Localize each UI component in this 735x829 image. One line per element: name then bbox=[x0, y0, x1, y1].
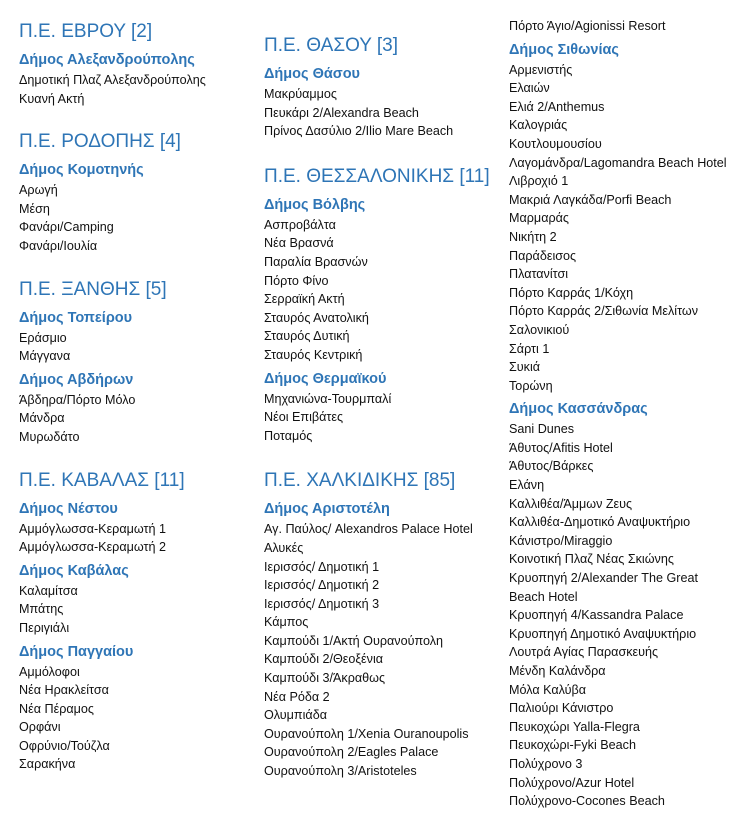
beach-list-item: Φανάρι/Camping bbox=[19, 220, 114, 235]
beach-list-item: Πόρτο Καρράς 2/Σιθωνία Μελίτων bbox=[509, 304, 699, 319]
beach-list-item: Νέα Βρασνά bbox=[264, 236, 334, 251]
regional-unit-heading: Π.Ε. ΕΒΡΟΥ [2] bbox=[19, 21, 153, 42]
beach-list-item: Πευκοχώρι-Fyki Beach bbox=[509, 738, 636, 753]
municipality-heading: Δήμος Παγγαίου bbox=[19, 643, 134, 660]
beach-list-item: Καλλιθέα/Άμμων Ζευς bbox=[509, 496, 633, 511]
beach-list-item: Αμμόγλωσσα-Κεραμωτή 2 bbox=[19, 540, 167, 555]
beach-list-item: Καλαμίτσα bbox=[19, 583, 78, 598]
beach-list-item: Μένδη Καλάνδρα bbox=[509, 664, 606, 678]
beach-list-item: Σταυρός Κεντρική bbox=[264, 347, 363, 362]
beach-list-item: Φανάρι/Ιουλία bbox=[19, 238, 98, 253]
regional-unit-heading: Π.Ε. ΚΑΒΑΛΑΣ [11] bbox=[19, 469, 185, 491]
beach-list-item: Πόρτο Άγιο/Agionissi Resort bbox=[509, 19, 666, 33]
beach-list-item: Κρυοπηγή Δημοτικό Αναψυκτήριο bbox=[509, 626, 697, 641]
beach-list-item: Κοινοτική Πλαζ Νέας Σκιώνης bbox=[509, 552, 674, 567]
beach-list-item: Κρυοπηγή 2/Alexander The Great Beach Hotel bbox=[509, 571, 698, 604]
beach-list-item: Κάνιστρο/Miraggio bbox=[509, 533, 613, 548]
municipality-heading: Δήμος Αβδήρων bbox=[19, 371, 134, 388]
beach-list-item: Νέα Ηρακλείτσα bbox=[19, 683, 109, 698]
beach-list-item: Μακριά Λαγκάδα/Porfi Beach bbox=[509, 192, 672, 207]
beach-list-item: Μυρωδάτο bbox=[19, 429, 80, 444]
beach-list-item: Κουτλουμουσίου bbox=[509, 136, 602, 151]
municipality-heading: Δήμος Θερμαϊκού bbox=[264, 370, 387, 387]
municipality-heading: Δήμος Τοπείρου bbox=[19, 309, 133, 326]
beach-list-item: Νέα Πέραμος bbox=[19, 701, 94, 716]
beach-list-item: Σάρτι 1 bbox=[509, 341, 550, 356]
beach-list-item: Παραλία Βρασνών bbox=[264, 254, 368, 269]
beach-list-item: Λαγομάνδρα/Lagomandra Beach Hotel bbox=[509, 155, 727, 170]
municipality-heading: Δήμος Αριστοτέλη bbox=[264, 501, 390, 518]
beach-list-item: Ορφάνι bbox=[19, 720, 61, 735]
municipality-heading: Δήμος Θάσου bbox=[264, 66, 360, 82]
beach-list-item: Αλυκές bbox=[264, 540, 304, 555]
beach-list-item: Δημοτική Πλαζ Αλεξανδρούπολης bbox=[19, 73, 206, 87]
column-1 bbox=[19, 0, 249, 774]
beach-list-item: Λουτρά Αγίας Παρασκευής bbox=[509, 645, 659, 660]
beach-list-item: Ουρανούπολη 3/Aristoteles bbox=[264, 764, 417, 779]
beach-list-item: Σαλονικιού bbox=[509, 322, 570, 337]
beach-list-item: Ουρανούπολη 1/Xenia Ouranoupolis bbox=[264, 726, 469, 741]
beach-list-item: Ουρανούπολη 2/Eagles Palace bbox=[264, 745, 439, 760]
beach-list-item: Παλιούρι Κάνιστρο bbox=[509, 701, 614, 716]
beach-list-item: Μάγγανα bbox=[19, 349, 71, 364]
beach-list-item: Ποταμός bbox=[264, 428, 313, 443]
beach-list-item: Ελιά 2/Anthemus bbox=[509, 99, 605, 114]
beach-list-item: Αγ. Παύλος/ Alexandros Palace Hotel bbox=[264, 522, 473, 537]
municipality-heading: Δήμος Καβάλας bbox=[19, 562, 129, 579]
beach-list-item: Λιβροχιό 1 bbox=[509, 174, 569, 189]
beach-list-item: Καλογριάς bbox=[509, 118, 568, 133]
beach-list-item: Οφρύνιο/Τούζλα bbox=[19, 738, 110, 753]
beach-list-item: Αρμενιστής bbox=[509, 62, 573, 77]
beach-list-item: Σερραϊκή Ακτή bbox=[264, 292, 345, 307]
beach-list-item: Μηχανιώνα-Τουρμπαλί bbox=[264, 391, 392, 406]
beach-list-item: Πρίνος Δασύλιο 2/Ilio Mare Beach bbox=[264, 124, 454, 139]
beach-list-item: Καλλιθέα-Δημοτικό Αναψυκτήριο bbox=[509, 515, 691, 530]
municipality-heading: Δήμος Βόλβης bbox=[264, 196, 366, 213]
regional-unit-heading: Π.Ε. ΘΑΣΟΥ [3] bbox=[264, 35, 398, 56]
beach-list-item: Μαρμαράς bbox=[509, 211, 569, 226]
beach-list-item: Αμμόγλωσσα-Κεραμωτή 1 bbox=[19, 521, 167, 536]
beach-list-item: Καμπούδι 2/Θεοξένια bbox=[264, 652, 384, 667]
column-2 bbox=[264, 0, 499, 781]
beach-list-item: Νικήτη 2 bbox=[509, 229, 557, 244]
municipality-heading: Δήμος Κομοτηνής bbox=[19, 162, 144, 179]
beach-list-item: Ελαιών bbox=[509, 81, 550, 96]
beach-list-item: Ιερισσός/ Δημοτική 2 bbox=[264, 578, 380, 593]
municipality-heading: Δήμος Νέστου bbox=[19, 500, 118, 517]
beach-list-item: Νέα Ρόδα 2 bbox=[264, 689, 330, 704]
municipality-heading: Δήμος Αλεξανδρούπολης bbox=[19, 52, 195, 68]
beach-list-item: Μακρύαμμος bbox=[264, 87, 337, 101]
beach-list-item: Άβδηρα/Πόρτο Μόλο bbox=[19, 392, 136, 407]
beach-list-item: Πόρτο Φίνο bbox=[264, 273, 329, 288]
beach-list-item: Άθυτος/Afitis Hotel bbox=[509, 440, 613, 455]
beach-list-item: Άθυτος/Βάρκες bbox=[509, 459, 594, 474]
beach-list-item: Πευκοχώρι Yalla-Flegra bbox=[509, 719, 640, 734]
beach-list-item: Πολύχρονο-Cocones Beach bbox=[509, 794, 665, 809]
beach-list-item: Τορώνη bbox=[509, 378, 553, 393]
beach-list-item: Κάμπος bbox=[264, 615, 309, 630]
beach-list-item: Πόρτο Καρράς 1/Κόχη bbox=[509, 285, 634, 300]
municipality-heading: Δήμος Σιθωνίας bbox=[509, 41, 619, 58]
regional-unit-heading: Π.Ε. ΡΟΔΟΠΗΣ [4] bbox=[19, 131, 181, 153]
beach-list-item: Καμπούδι 3/Άκραθως bbox=[264, 671, 386, 686]
beach-list-item: Παράδεισος bbox=[509, 248, 577, 263]
beach-list-item: Πευκάρι 2/Alexandra Beach bbox=[264, 105, 419, 120]
beach-list-item: Αρωγή bbox=[19, 183, 58, 198]
beach-list-item: Μόλα Καλύβα bbox=[509, 682, 587, 697]
regional-unit-heading: Π.Ε. ΘΕΣΣΑΛΟΝΙΚΗΣ [11] bbox=[264, 165, 490, 187]
beach-list-item: Πολύχρονο 3 bbox=[509, 756, 583, 771]
regional-unit-heading: Π.Ε. ΞΑΝΘΗΣ [5] bbox=[19, 278, 167, 300]
beach-list-item: Συκιά bbox=[509, 360, 541, 375]
beach-list-item: Σαρακήνα bbox=[19, 757, 76, 772]
beach-list-item: Πολύχρονο/Azur Hotel bbox=[509, 775, 635, 790]
beach-list-item: Σταυρός Δυτική bbox=[264, 329, 350, 344]
beach-list-item: Καμπούδι 1/Ακτή Ουρανούπολη bbox=[264, 633, 444, 648]
beach-list-item: Εράσμιο bbox=[19, 330, 67, 345]
beach-list-item: Πλατανίτσι bbox=[509, 267, 569, 282]
beach-list-item: Ολυμπιάδα bbox=[264, 708, 327, 723]
beach-list-item: Αμμόλοφοι bbox=[19, 664, 80, 679]
column-3 bbox=[509, 0, 733, 811]
regional-unit-heading: Π.Ε. ΧΑΛΚΙΔΙΚΗΣ [85] bbox=[264, 470, 456, 492]
beach-list-item: Μέση bbox=[19, 201, 50, 216]
beach-list-item: Μπάτης bbox=[19, 602, 64, 617]
beach-list-item: Ασπροβάλτα bbox=[264, 217, 336, 232]
beach-list-item: Κρυοπηγή 4/Kassandra Palace bbox=[509, 608, 684, 623]
beach-list-item: Ιερισσός/ Δημοτική 3 bbox=[264, 596, 380, 611]
beach-list-item: Sani Dunes bbox=[509, 422, 575, 437]
beach-list-item: Μάνδρα bbox=[19, 411, 65, 426]
beach-list-item: Κυανή Ακτή bbox=[19, 91, 85, 106]
beach-list-item: Περιγιάλι bbox=[19, 620, 70, 635]
beach-list-item: Νέοι Επιβάτες bbox=[264, 410, 344, 425]
municipality-heading: Δήμος Κασσάνδρας bbox=[509, 401, 648, 418]
beach-list-item: Σταυρός Ανατολική bbox=[264, 310, 369, 325]
beach-list-item: Ιερισσός/ Δημοτική 1 bbox=[264, 559, 380, 574]
beach-list-item: Ελάνη bbox=[509, 478, 545, 493]
